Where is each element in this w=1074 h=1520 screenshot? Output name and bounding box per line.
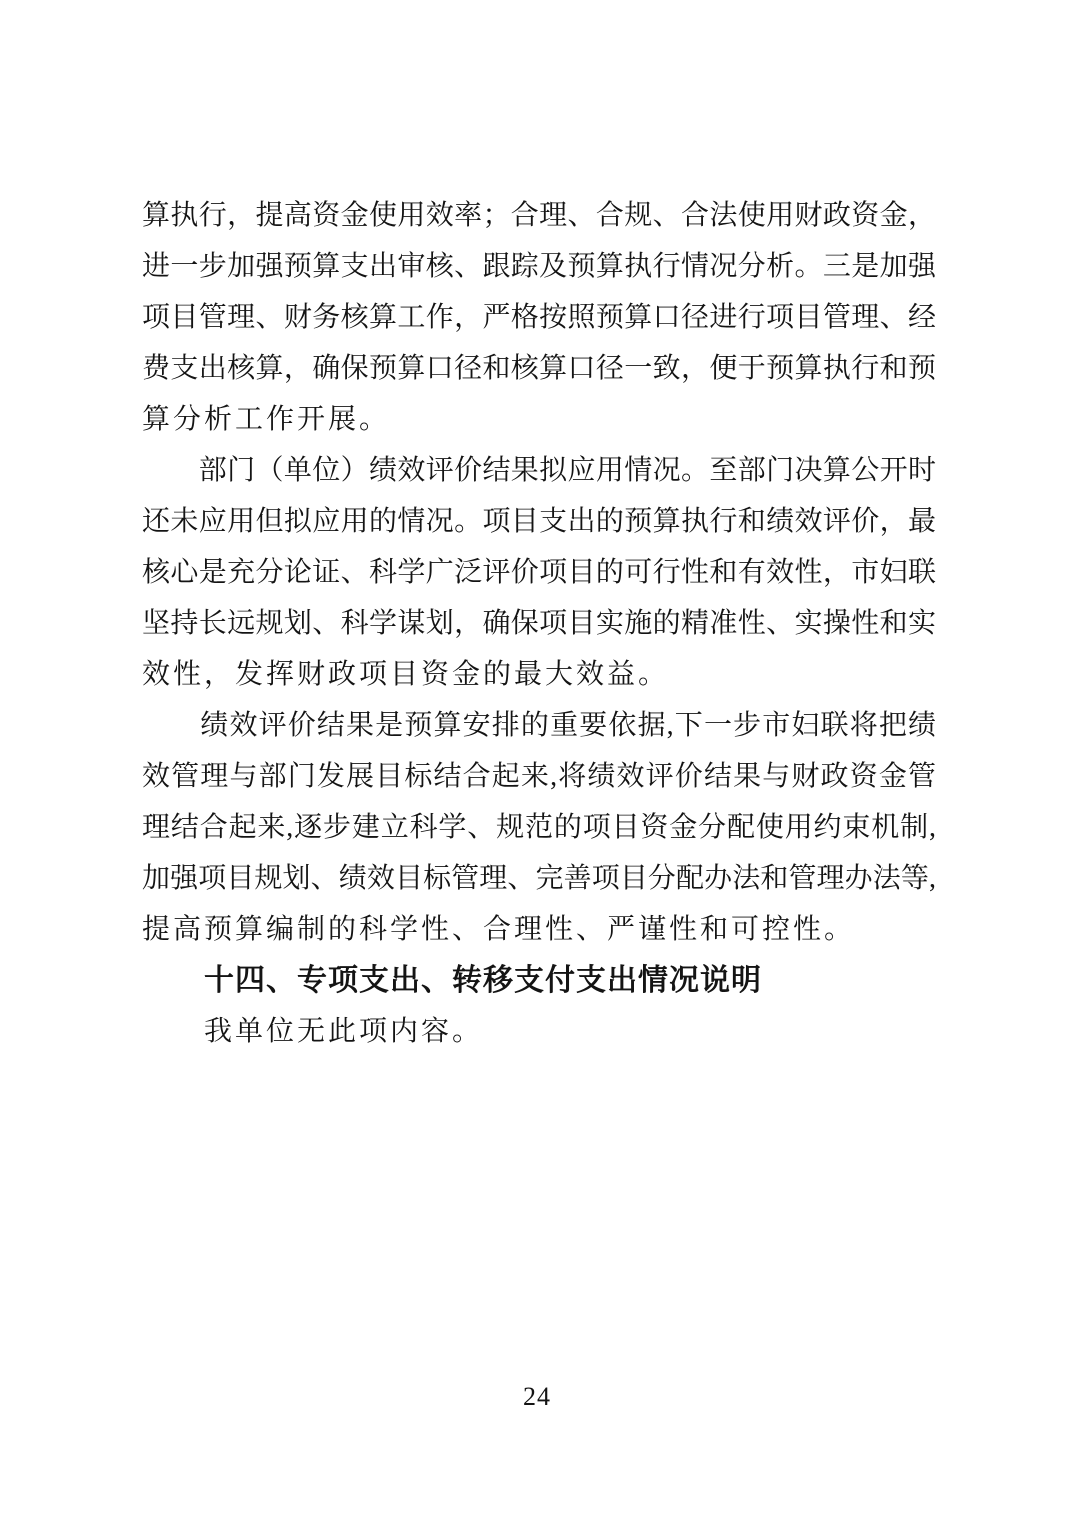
text-line: 效性，发挥财政项目资金的最大效益。 (142, 659, 670, 690)
text-line: 算分析工作开展。 (142, 404, 391, 435)
text-line: 还未应用但拟应用的情况。项目支出的预算执行和绩效评价，最 (142, 506, 936, 537)
text-line: 十四、专项支出、转移支付支出情况说明 (142, 964, 762, 997)
text-line: 进一步加强预算支出审核、跟踪及预算执行情况分析。三是加强 (142, 251, 936, 282)
text-line: 算执行，提高资金使用效率；合理、合规、合法使用财政资金， (142, 200, 936, 231)
paragraph (142, 190, 936, 445)
text-line: 绩效评价结果是预算安排的重要依据,下一步市妇联将把绩 (142, 710, 936, 741)
paragraph (142, 1006, 936, 1057)
document-body (142, 190, 936, 1057)
text-line: 加强项目规划、绩效目标管理、完善项目分配办法和管理办法等, (142, 863, 936, 894)
text-line: 费支出核算，确保预算口径和核算口径一致，便于预算执行和预 (142, 353, 936, 384)
text-line: 提高预算编制的科学性、合理性、严谨性和可控性。 (142, 914, 856, 945)
text-line: 效管理与部门发展目标结合起来,将绩效评价结果与财政资金管 (142, 761, 936, 792)
text-line: 坚持长远规划、科学谋划，确保项目实施的精准性、实操性和实 (142, 608, 936, 639)
text-line: 我单位无此项内容。 (142, 1016, 484, 1047)
text-line: 核心是充分论证、科学广泛评价项目的可行性和有效性，市妇联 (142, 557, 936, 588)
paragraph (142, 700, 936, 955)
paragraph (142, 445, 936, 700)
text-line: 理结合起来,逐步建立科学、规范的项目资金分配使用约束机制, (142, 812, 936, 843)
page-number: 24 (523, 1382, 551, 1411)
text-line: 部门（单位）绩效评价结果拟应用情况。至部门决算公开时 (142, 455, 936, 486)
section-heading (142, 955, 936, 1006)
text-line: 项目管理、财务核算工作，严格按照预算口径进行项目管理、经 (142, 302, 936, 333)
